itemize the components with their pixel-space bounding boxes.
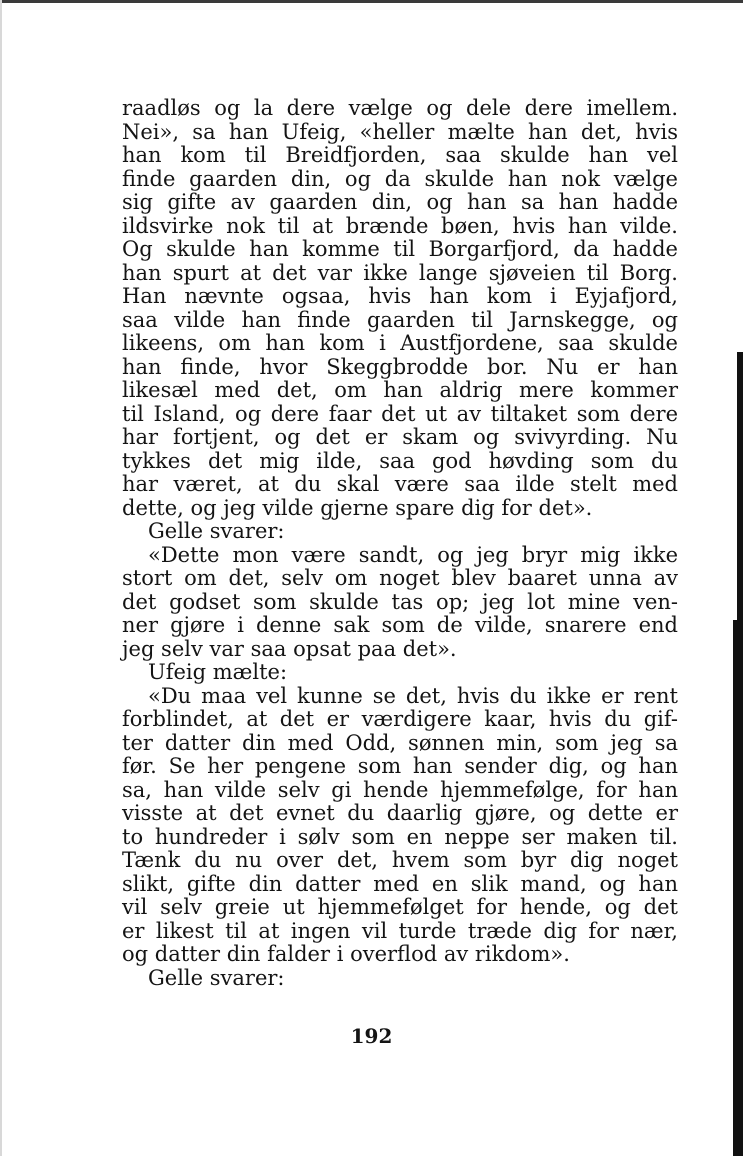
speaker-line: Gelle svarer: bbox=[148, 965, 285, 990]
text-line: han spurt at det var ikke lange sjøveien til Borg. bbox=[122, 260, 678, 285]
text-line: Han nævnte ogsaa, hvis han kom i Eyjafjord, bbox=[122, 284, 678, 308]
text-line: har fortjent, og det er skam og svivyrding. Nu bbox=[122, 425, 678, 449]
text-line: han finde, hvor Skeggbrodde bor. Nu er han bbox=[122, 354, 678, 379]
speaker-line: Gelle svarer: bbox=[148, 519, 285, 543]
text-line: ildsvirke nok til at brænde bøen, hvis han vilde. bbox=[122, 213, 678, 238]
text-line: raadløs og la dere vælge og dele dere imellem. bbox=[122, 96, 678, 120]
text-line: likeens, om han kom i Austfjordene, saa skulde bbox=[122, 331, 678, 355]
page-number: 192 bbox=[350, 1024, 393, 1048]
text-line: til Island, og dere faar det ut av tiltaket som dere bbox=[122, 401, 678, 426]
page-edge-left bbox=[0, 0, 2, 1156]
text-line: jeg selv var saa opsat paa det». bbox=[122, 636, 457, 661]
text-line: vil selv greie ut hjemmefølget for hende, og det bbox=[122, 895, 678, 919]
text-line: visste at det evnet du daarlig gjøre, og dette er bbox=[122, 801, 678, 825]
text-line: Nei», sa han Ufeig, «heller mælte han det, hvis bbox=[122, 119, 678, 144]
page-edge-right-upper bbox=[737, 352, 743, 620]
text-line: er likest til at ingen vil turde træde dig for nær, bbox=[122, 918, 678, 943]
page-edge-right-lower bbox=[733, 620, 743, 1156]
text-line: likesæl med det, om han aldrig mere kommer bbox=[122, 378, 678, 402]
text-line: har været, at du skal være saa ilde stelt med bbox=[122, 472, 678, 496]
text-line: stort om det, selv om noget blev baaret unna av bbox=[122, 566, 678, 590]
body-text bbox=[122, 97, 678, 990]
text-line: Og skulde han komme til Borgarfjord, da hadde bbox=[122, 237, 678, 261]
text-line: forblindet, at det er værdigere kaar, hvis du gif- bbox=[122, 707, 678, 731]
text-line: sig gifte av gaarden din, og han sa han hadde bbox=[122, 190, 678, 214]
text-line: saa vilde han finde gaarden til Jarnskegge, og bbox=[122, 307, 678, 332]
text-line: Tænk du nu over det, hvem som byr dig noget bbox=[122, 848, 678, 872]
text-line: før. Se her pengene som han sender dig, og han bbox=[122, 754, 678, 778]
text-line: ner gjøre i denne sak som de vilde, snarere end bbox=[122, 613, 678, 637]
text-line: det godset som skulde tas op; jeg lot mine ven- bbox=[122, 589, 678, 614]
speaker-line: Ufeig mælte: bbox=[148, 660, 288, 684]
text-line: slikt, gifte din datter med en slik mand, og han bbox=[122, 871, 678, 896]
text-line: sa, han vilde selv gi hende hjemmefølge, for han bbox=[122, 777, 678, 802]
text-line: finde gaarden din, og da skulde han nok vælge bbox=[122, 166, 678, 191]
text-line: han kom til Breidfjorden, saa skulde han vel bbox=[122, 143, 678, 167]
text-line: ter datter din med Odd, sønnen min, som jeg sa bbox=[122, 730, 678, 755]
text-line: og datter din falder i overflod av rikdom». bbox=[122, 942, 570, 966]
text-line: dette, og jeg vilde gjerne spare dig for det». bbox=[122, 495, 593, 520]
text-line: tykkes det mig ilde, saa god høvding som du bbox=[122, 448, 678, 473]
text-line: to hundreder i sølv som en neppe ser maken til. bbox=[122, 824, 678, 849]
text-line: «Dette mon være sandt, og jeg bryr mig ikke bbox=[148, 542, 678, 567]
page-edge-top bbox=[0, 0, 743, 3]
text-line: «Du maa vel kunne se det, hvis du ikke er rent bbox=[148, 683, 678, 708]
